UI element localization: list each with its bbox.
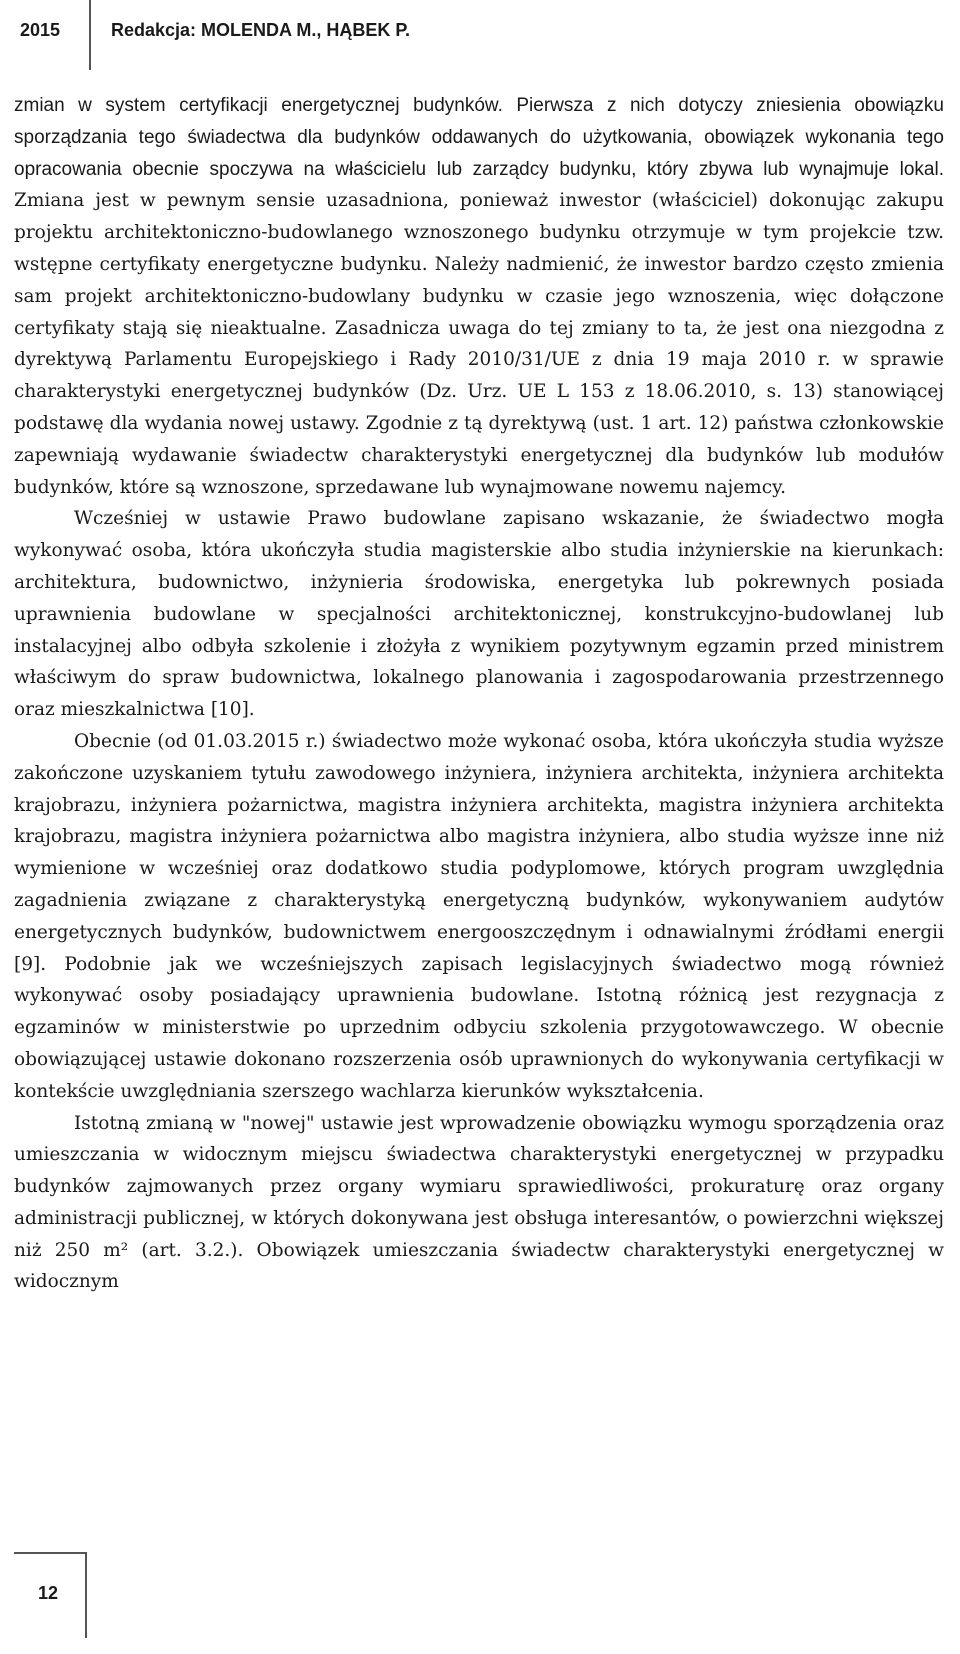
- page-number: 12: [38, 1583, 59, 1603]
- paragraph-3: Obecnie (od 01.03.2015 r.) świadectwo może wykonać osoba, która ukończyła studia wyższe zakończone uzyskaniem tytułu zawodowego inżyniera, inżyniera architekta, inżyniera architekta krajobrazu, inżyniera pożarnictwa, magistra inżyniera architekta, magistra inżyniera architekta krajobrazu, magistra inżyniera pożarnictwa albo magistra inżyniera, albo studia wyższe inne niż wymienione w wcześniej oraz dodatkowo studia podyplomowe, których program uwzględnia zagadnienia związane z charakterystyką energetyczną budynków, wykonywaniem audytów energetycznych budynków, budownictwem energooszczędnym i odnawialnymi źródłami energii [9]. Podobnie jak we wcześniejszych zapisach legislacyjnych świadectwo mogą również wykonywać osoby posiadający uprawnienia budowlane. Istotną różnicą jest rezygnacja z egzaminów w ministerstwie po uprzednim odbyciu szkolenia przygotowawczego. W obecnie obowiązującej ustawie dokonano rozszerzenia osób uprawnionych do wykonywania certyfikacji w kontekście uwzględniania szerszego wachlarza kierunków wykształcenia.: [14, 730, 944, 1102]
- header-divider: [89, 0, 91, 70]
- paragraph-1-part-a: zmian w system certyfikacji energetycznej budynków. Pierwsza z nich dotyczy zniesienia obowiązku sporządzania tego świadectwa dla budynków oddawanych do użytkowania, obowiązek wykonania tego opracowania obecnie spoczywa na właścicielu lub zarządcy budynku, który zbywa lub wynajmuje lokal.: [14, 95, 944, 180]
- paragraph-1-part-b: Zmiana jest w pewnym sensie uzasadniona, ponieważ inwestor (właściciel) dokonując zakupu projektu architektoniczno-budowlanego wznoszonego budynku otrzymuje w tym projekcie tzw. wstępne certyfikaty energetyczne budynku. Należy nadmienić, że inwestor bardzo często zmienia sam projekt architektoniczno-budowlany budynku w czasie jego wznoszenia, więc dołączone certyfikaty stają się nieaktualne. Zasadnicza uwaga do tej zmiany to ta, że jest ona niezgodna z dyrektywą Parlamentu Europejskiego i Rady 2010/31/UE z dnia 19 maja 2010 r. w sprawie charakterystyki energetycznej budynków (Dz. Urz. UE L 153 z 18.06.2010, s. 13) stanowiącej podstawę dla wydania nowej ustawy. Zgodnie z tą dyrektywą (ust. 1 art. 12) państwa członkowskie zapewniają wydawanie świadectw charakterystyki energetycznej dla budynków lub modułów budynków, które są wznoszone, sprzedawane lub wynajmowane nowemu najemcy.: [14, 190, 944, 498]
- paragraph-4: Istotną zmianą w "nowej" ustawie jest wprowadzenie obowiązku wymogu sporządzenia oraz umieszczania w widocznym miejscu świadectwa charakterystyki energetycznej w przypadku budynków zajmowanych przez organy wymiaru sprawiedliwości, prokuraturę oraz organy administracji publicznej, w których dokonywana jest obsługa interesantów, o powierzchni większej niż 250 m² (art. 3.2.). Obowiązek umieszczania świadectw charakterystyki energetycznej w widocznym: [14, 1112, 944, 1293]
- header-year: 2015: [20, 20, 61, 40]
- article-body: [14, 90, 944, 1298]
- paragraph-1: [14, 90, 944, 503]
- paragraph-2: Wcześniej w ustawie Prawo budowlane zapisano wskazanie, że świadectwo mogła wykonywać osoba, która ukończyła studia magisterskie albo studia inżynierskie na kierunkach: architektura, budownictwo, inżynieria środowiska, energetyka lub pokrewnych posiada uprawnienia budowlane w specjalności architektonicznej, konstrukcyjno-budowlanej lub instalacyjnej albo odbyła szkolenie i złożyła z wynikiem pozytywnym egzamin przed ministrem właściwym do spraw budownictwa, lokalnego planowania i zagospodarowania przestrzennego oraz mieszkalnictwa [10].: [14, 508, 944, 721]
- header-editors: Redakcja: MOLENDA M., HĄBEK P.: [111, 20, 411, 40]
- page-header: [0, 0, 960, 72]
